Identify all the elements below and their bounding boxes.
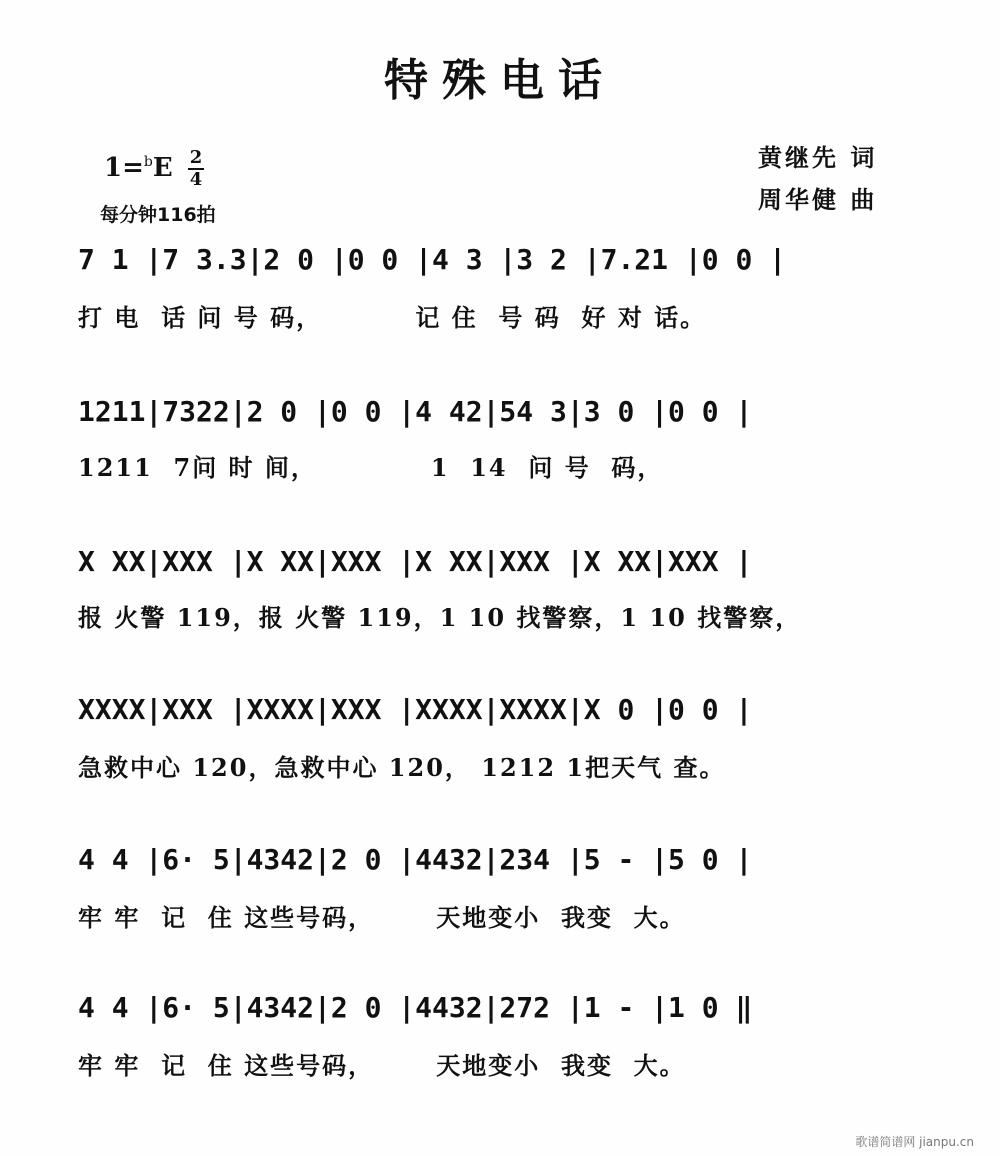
lyrics-row-4: 急救中心 120，急救中心 120， 1212 1把天气 查。: [78, 753, 726, 782]
time-denominator: 4: [189, 169, 203, 190]
lyrics-row-5: 牢 牢 记 住 这些号码， 天地变小 我变 大。: [78, 903, 686, 932]
time-numerator: 2: [189, 147, 203, 168]
composer-credit: 周华健 曲: [758, 185, 878, 214]
notation-row-5: 4 4 |6· 5|4342|2 0 |4432|234 |5 - |5 0 |: [78, 843, 753, 876]
notation-row-2: 1211|7322|2 0 |0 0 |4 42|54 3|3 0 |0 0 |: [78, 395, 753, 428]
lyrics-row-3: 报 火警 119，报 火警 119，1 10 找警察，1 10 找警察，: [78, 603, 802, 632]
song-title: 特殊电话: [384, 55, 616, 106]
notation-row-3: X XX|XXX |X XX|XXX |X XX|XXX |X XX|XXX |: [78, 545, 753, 578]
lyrics-row-1: 打 电 话 问 号 码， 记 住 号 码 好 对 话。: [78, 303, 707, 332]
lyricist-credit: 黄继先 词: [758, 143, 878, 172]
key-note: E: [152, 153, 173, 183]
flat-sign: b: [143, 154, 153, 170]
lyrics-row-2: 1211 7问 时 间， 1 14 问 号 码，: [78, 453, 664, 482]
tempo-marking: 每分钟116拍: [100, 204, 216, 226]
lyrics-row-6: 牢 牢 记 住 这些号码， 天地变小 我变 大。: [78, 1051, 686, 1080]
notation-row-4: XXXX|XXX |XXXX|XXX |XXXX|XXXX|X 0 |0 0 |: [78, 693, 753, 726]
notation-row-6: 4 4 |6· 5|4342|2 0 |4432|272 |1 - |1 0 ‖: [78, 991, 753, 1024]
key-prefix: 1=: [104, 153, 144, 183]
key-signature: [104, 148, 204, 190]
time-signature: [188, 148, 205, 190]
watermark: 歌谱简谱网 jianpu.cn: [855, 1135, 974, 1149]
notation-row-1: 7 1 |7 3.3|2 0 |0 0 |4 3 |3 2 |7.21 |0 0 |: [78, 243, 787, 276]
